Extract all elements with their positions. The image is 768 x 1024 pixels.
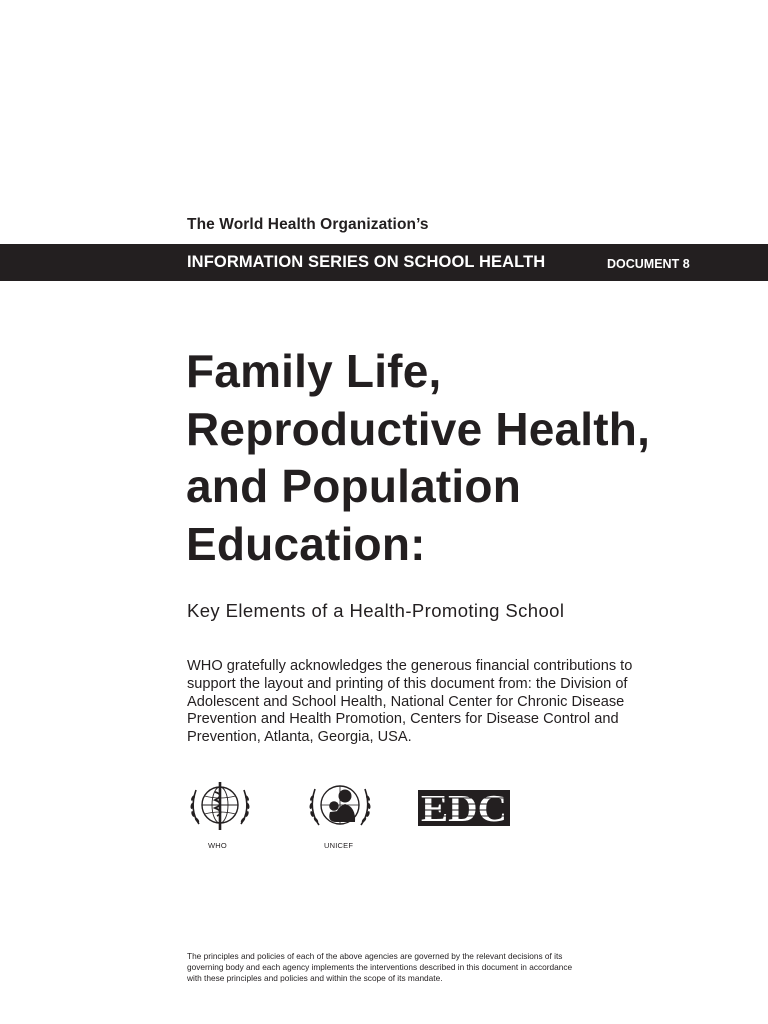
who-emblem-icon: [184, 778, 256, 840]
series-band: [0, 244, 768, 281]
document-subtitle: Key Elements of a Health-Promoting School: [187, 600, 565, 621]
footer-line: governing body and each agency implements the interventions described in this document in accordance: [187, 962, 573, 973]
edc-logo-icon: [418, 790, 510, 826]
acknowledgement-line: WHO gratefully acknowledges the generous financial contributions to: [187, 658, 633, 674]
acknowledgement-line: Prevention and Health Promotion, Centers for Disease Control and: [187, 711, 619, 728]
title-line: Education:: [186, 517, 426, 570]
series-title: INFORMATION SERIES ON SCHOOL HEALTH: [187, 253, 546, 271]
document-number: DOCUMENT 8: [607, 257, 690, 271]
acknowledgement-line: Adolescent and School Health, National Center for Chronic Disease: [187, 693, 625, 710]
edc-logo-text: EDC: [421, 790, 507, 826]
who-logo-label: WHO: [208, 841, 227, 850]
title-line: and Population: [186, 460, 521, 512]
footer-line: The principles and policies of each of the above agencies are governed by the relevant decisions of its: [187, 951, 563, 961]
acknowledgement-line: support the layout and printing of this document from: the Division of: [187, 675, 628, 692]
unicef-logo-label: UNICEF: [324, 841, 354, 850]
series-pretitle: The World Health Organization’s: [187, 216, 429, 233]
acknowledgement-line: Prevention, Atlanta, Georgia, USA.: [187, 729, 412, 746]
document-title: [186, 343, 650, 573]
footer-note: [187, 951, 687, 985]
title-line: Reproductive Health,: [186, 402, 651, 455]
acknowledgement: [187, 658, 687, 747]
title-line: Family Life,: [186, 345, 442, 397]
unicef-emblem-icon: [303, 778, 377, 840]
footer-line: with these principles and policies and within the scope of its mandate.: [187, 973, 443, 984]
